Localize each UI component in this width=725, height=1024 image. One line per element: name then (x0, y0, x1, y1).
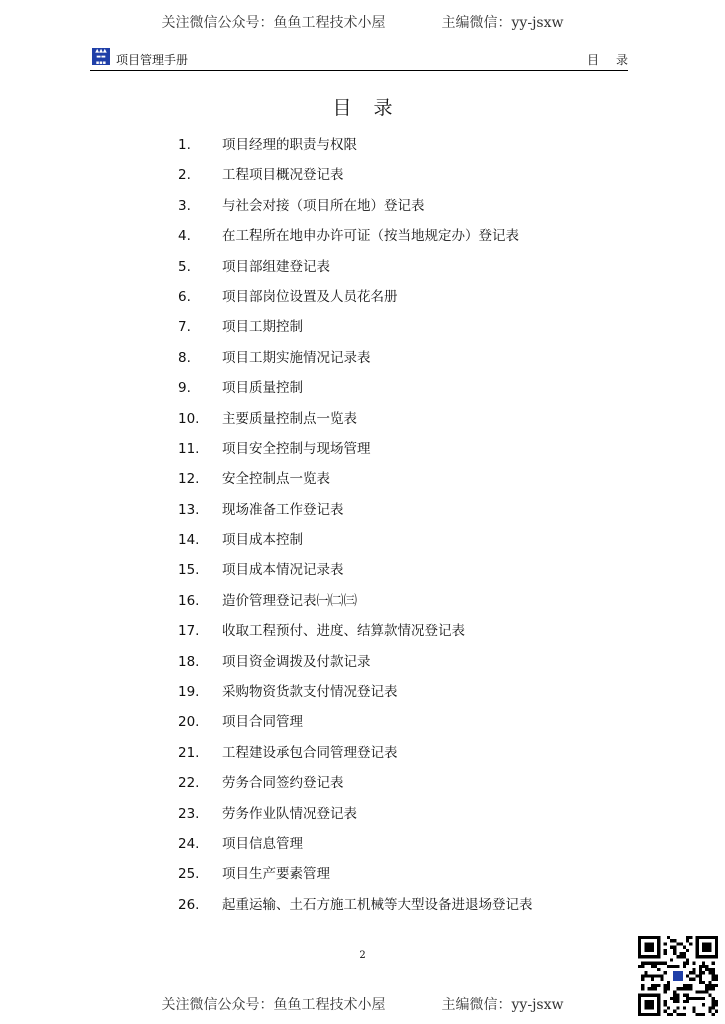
toc-item (178, 225, 533, 255)
toc-item-text: 现场准备工作登记表 (222, 501, 344, 518)
watermark-top (0, 12, 725, 32)
toc-item (178, 377, 533, 407)
toc-item-text: 劳务合同签约登记表 (222, 775, 344, 792)
header-section: 目录 (586, 53, 645, 67)
toc-item (178, 408, 533, 438)
toc-item-text: 安全控制点一览表 (222, 471, 330, 488)
toc-item (178, 894, 533, 924)
toc-item (178, 195, 533, 225)
toc-item-text: 起重运输、土石方施工机械等大型设备进退场登记表 (222, 896, 533, 913)
toc-item-text: 项目工期实施情况记录表 (222, 349, 371, 366)
toc-item-text: 在工程所在地申办许可证（按当地规定办）登记表 (222, 228, 519, 245)
toc-item-text: 项目合同管理 (222, 714, 303, 731)
toc-item-text: 项目信息管理 (222, 835, 303, 852)
toc-item-number: 6. (178, 288, 191, 305)
header-title: 项目管理手册 (116, 53, 189, 67)
toc-item-text: 劳务作业队情况登记表 (222, 805, 357, 822)
toc-item-number: 13. (178, 501, 200, 518)
toc-item (178, 438, 533, 468)
toc-item-text: 项目工期控制 (222, 319, 303, 336)
toc-item-text: 项目成本情况记录表 (222, 562, 344, 579)
toc-item-number: 26. (178, 896, 200, 913)
toc-item (178, 529, 533, 559)
toc-item-number: 24. (178, 835, 200, 852)
toc-item-text: 项目部组建登记表 (222, 258, 330, 275)
toc-item (178, 711, 533, 741)
toc-item-number: 4. (178, 228, 191, 245)
toc-item (178, 499, 533, 529)
toc-item (178, 316, 533, 346)
toc-item-text: 项目资金调拨及付款记录 (222, 653, 371, 670)
toc-item-number: 7. (178, 319, 191, 336)
toc-item (178, 164, 533, 194)
watermark-bottom (0, 994, 725, 1014)
toc-item-text: 项目部岗位设置及人员花名册 (222, 288, 398, 305)
toc-item (178, 347, 533, 377)
toc-item-number: 10. (178, 410, 200, 427)
toc-item-number: 20. (178, 714, 200, 731)
toc-item-text: 造价管理登记表㈠㈡㈢ (222, 592, 357, 609)
toc-item (178, 863, 533, 893)
toc-item-number: 5. (178, 258, 191, 275)
toc-item-number: 16. (178, 592, 200, 609)
toc-item (178, 256, 533, 286)
toc-item-number: 11. (178, 440, 200, 457)
toc-item (178, 620, 533, 650)
toc-item-text: 工程项目概况登记表 (222, 167, 344, 184)
company-logo-icon: ▲▲▲ ▬▬ ▪▪▪ (92, 48, 110, 65)
toc-item-number: 15. (178, 562, 200, 579)
toc-item (178, 134, 533, 164)
watermark-account: 关注微信公众号：鱼鱼工程技术小屋 (161, 15, 386, 31)
table-of-contents (178, 134, 533, 924)
toc-item (178, 742, 533, 772)
toc-item-text: 项目生产要素管理 (222, 866, 330, 883)
page-header (90, 48, 645, 71)
toc-item (178, 833, 533, 863)
toc-item-text: 项目经理的职责与权限 (222, 137, 357, 153)
toc-item-text: 收取工程预付、进度、结算款情况登记表 (222, 623, 465, 640)
toc-item-text: 主要质量控制点一览表 (222, 410, 357, 427)
toc-item-text: 采购物资货款支付情况登记表 (222, 684, 398, 701)
toc-title: 目录 (332, 97, 415, 119)
toc-item-number: 23. (178, 805, 200, 822)
toc-item (178, 651, 533, 681)
toc-item (178, 559, 533, 589)
toc-item-number: 9. (178, 380, 191, 397)
toc-item-number: 8. (178, 349, 191, 366)
toc-item (178, 803, 533, 833)
toc-item-text: 项目安全控制与现场管理 (222, 440, 371, 457)
toc-item (178, 468, 533, 498)
toc-item-text: 项目质量控制 (222, 380, 303, 397)
toc-item-number: 21. (178, 744, 200, 761)
toc-item (178, 590, 533, 620)
toc-item-number: 19. (178, 684, 200, 701)
toc-item-number: 25. (178, 866, 200, 883)
toc-item-text: 与社会对接（项目所在地）登记表 (222, 197, 425, 214)
toc-item-number: 22. (178, 775, 200, 792)
toc-item-number: 17. (178, 623, 200, 640)
toc-item (178, 681, 533, 711)
watermark-editor: 主编微信：yy-jsxw (441, 15, 564, 31)
toc-item (178, 772, 533, 802)
qr-code-icon (638, 936, 718, 1016)
toc-item-number: 2. (178, 167, 191, 184)
toc-item-text: 项目成本控制 (222, 532, 303, 549)
toc-item-number: 14. (178, 532, 200, 549)
watermark-account: 关注微信公众号：鱼鱼工程技术小屋 (161, 997, 386, 1013)
toc-item-number: 18. (178, 653, 200, 670)
toc-item-text: 工程建设承包合同管理登记表 (222, 744, 398, 761)
toc-item-number: 12. (178, 471, 200, 488)
page-number: 2 (359, 950, 366, 961)
toc-item (178, 286, 533, 316)
toc-item-number: 1. (178, 137, 191, 153)
toc-item-number: 3. (178, 197, 191, 214)
watermark-editor: 主编微信：yy-jsxw (441, 997, 564, 1013)
